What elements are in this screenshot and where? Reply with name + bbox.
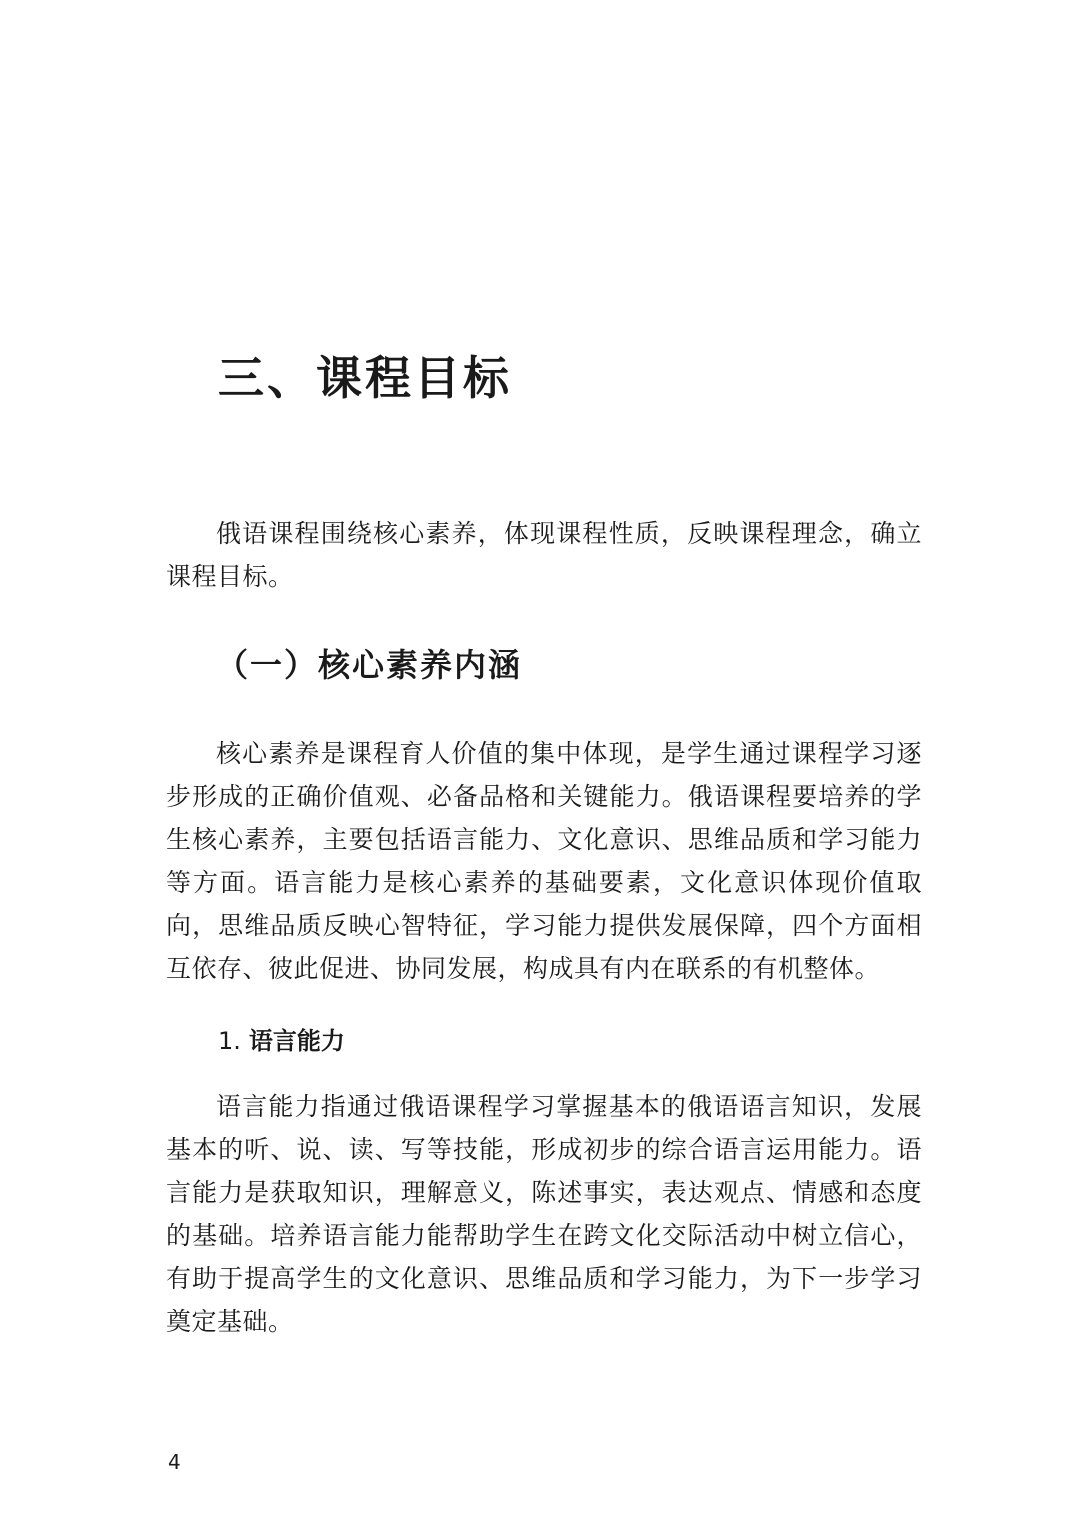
intro-paragraph: 俄语课程围绕核心素养，体现课程性质，反映课程理念，确立课程目标。 — [166, 519, 922, 591]
page-number: 4 — [168, 1450, 181, 1474]
section-title: （一）核心素养内涵 — [216, 646, 523, 684]
core-literacy-paragraph: 核心素养是课程育人价值的集中体现，是学生通过课程学习逐步形成的正确价值观、必备品格和关键能力。俄语课程要培养的学生核心素养，主要包括语言能力、文化意识、思维品质和学习能力等方面。语言能力是核心素养的基础要素，文化意识体现价值取向，思维品质反映心智特征，学习能力提供发展保障，四个方面相互依存、彼此促进、协同发展，构成具有内在联系的有机整体。 — [166, 739, 922, 983]
chapter-title: 三、课程目标 — [218, 351, 512, 405]
subsection-heading — [218, 1021, 345, 1061]
subsection-number: 1. — [218, 1027, 241, 1055]
subsection-title: 语言能力 — [248, 1027, 345, 1055]
language-ability-paragraph: 语言能力指通过俄语课程学习掌握基本的俄语语言知识，发展基本的听、说、读、写等技能，形成初步的综合语言运用能力。语言能力是获取知识，理解意义，陈述事实，表达观点、情感和态度的基础。培养语言能力能帮助学生在跨文化交际活动中树立信心，有助于提高学生的文化意识、思维品质和学习能力，为下一步学习奠定基础。 — [166, 1092, 922, 1336]
